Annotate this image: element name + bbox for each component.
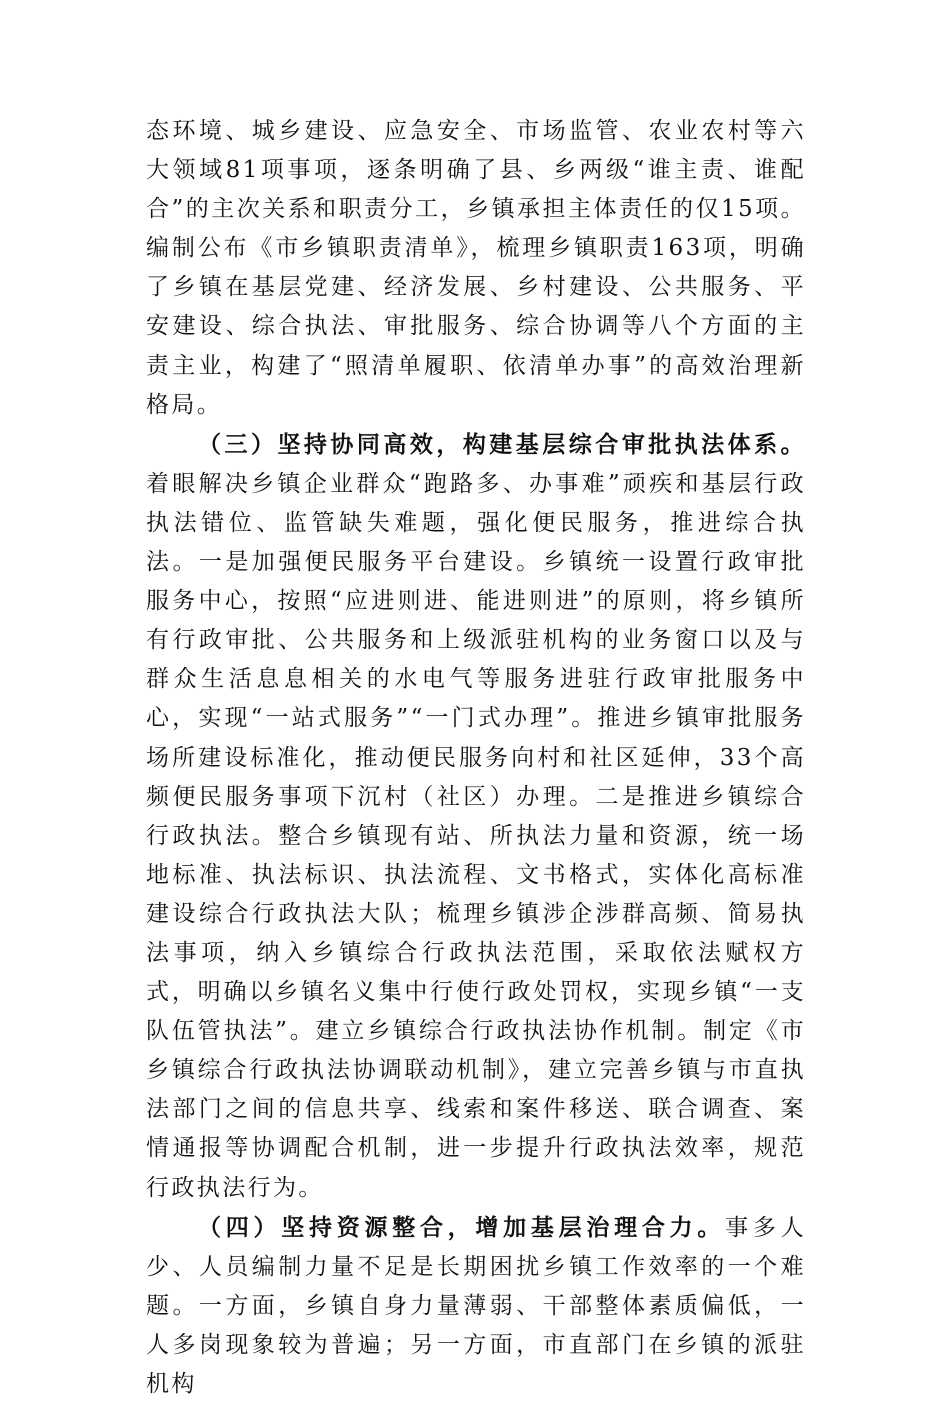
paragraph-continued: 态环境、城乡建设、应急安全、市场监管、农业农村等六大领域81项事项，逐条明确了县、乡两级“谁主责、谁配合”的主次关系和职责分工，乡镇承担主体责任的仅15项。编制公布《市乡镇职责清单》，梳理乡镇职责163项，明确了乡镇在基层党建、经济发展、乡村建设、公共服务、平安建设、综合执法、审批服务、综合协调等八个方面的主责主业，构建了“照清单履职、依清单办事”的高效治理新格局。 <box>146 118 806 418</box>
section-four-heading: （四）坚持资源整合，增加基层治理合力。 <box>198 1213 726 1241</box>
section-three-body: 着眼解决乡镇企业群众“跑路多、办事难”顽疾和基层行政执法错位、监管缺失难题，强化便民服务，推进综合执法。一是加强便民服务平台建设。乡镇统一设置行政审批服务中心，按照“应进则进、能进则进”的原则，将乡镇所有行政审批、公共服务和上级派驻机构的业务窗口以及与群众生活息息相关的水电气等服务进驻行政审批服务中心，实现“一站式服务”“一门式办理”。推进乡镇审批服务场所建设标准化，推动便民服务向村和社区延伸，33个高频便民服务事项下沉村（社区）办理。二是推进乡镇综合行政执法。整合乡镇现有站、所执法力量和资源，统一场地标准、执法标识、执法流程、文书格式，实体化高标准建设综合行政执法大队；梳理乡镇涉企涉群高频、简易执法事项，纳入乡镇综合行政执法范围，采取依法赋权方式，明确以乡镇名义集中行使行政处罚权，实现乡镇“一支队伍管执法”。建立乡镇综合行政执法协作机制。制定《市乡镇综合行政执法协调联动机制》，建立完善乡镇与市直执法部门之间的信息共享、线索和案件移送、联合调查、案情通报等协调配合机制，进一步提升行政执法效率，规范行政执法行为。 <box>146 470 806 1201</box>
section-three-paragraph <box>146 425 806 1208</box>
section-three-heading: （三）坚持协同高效，构建基层综合审批执法体系。 <box>198 430 806 458</box>
section-four-body: 事多人少、人员编制力量不足是长期困扰乡镇工作效率的一个难题。一方面，乡镇自身力量薄弱、干部整体素质偏低，一人多岗现象较为普遍；另一方面，市直部门在乡镇的派驻机构 <box>146 1214 806 1397</box>
section-four-paragraph <box>146 1208 806 1404</box>
document-page <box>146 112 806 1404</box>
